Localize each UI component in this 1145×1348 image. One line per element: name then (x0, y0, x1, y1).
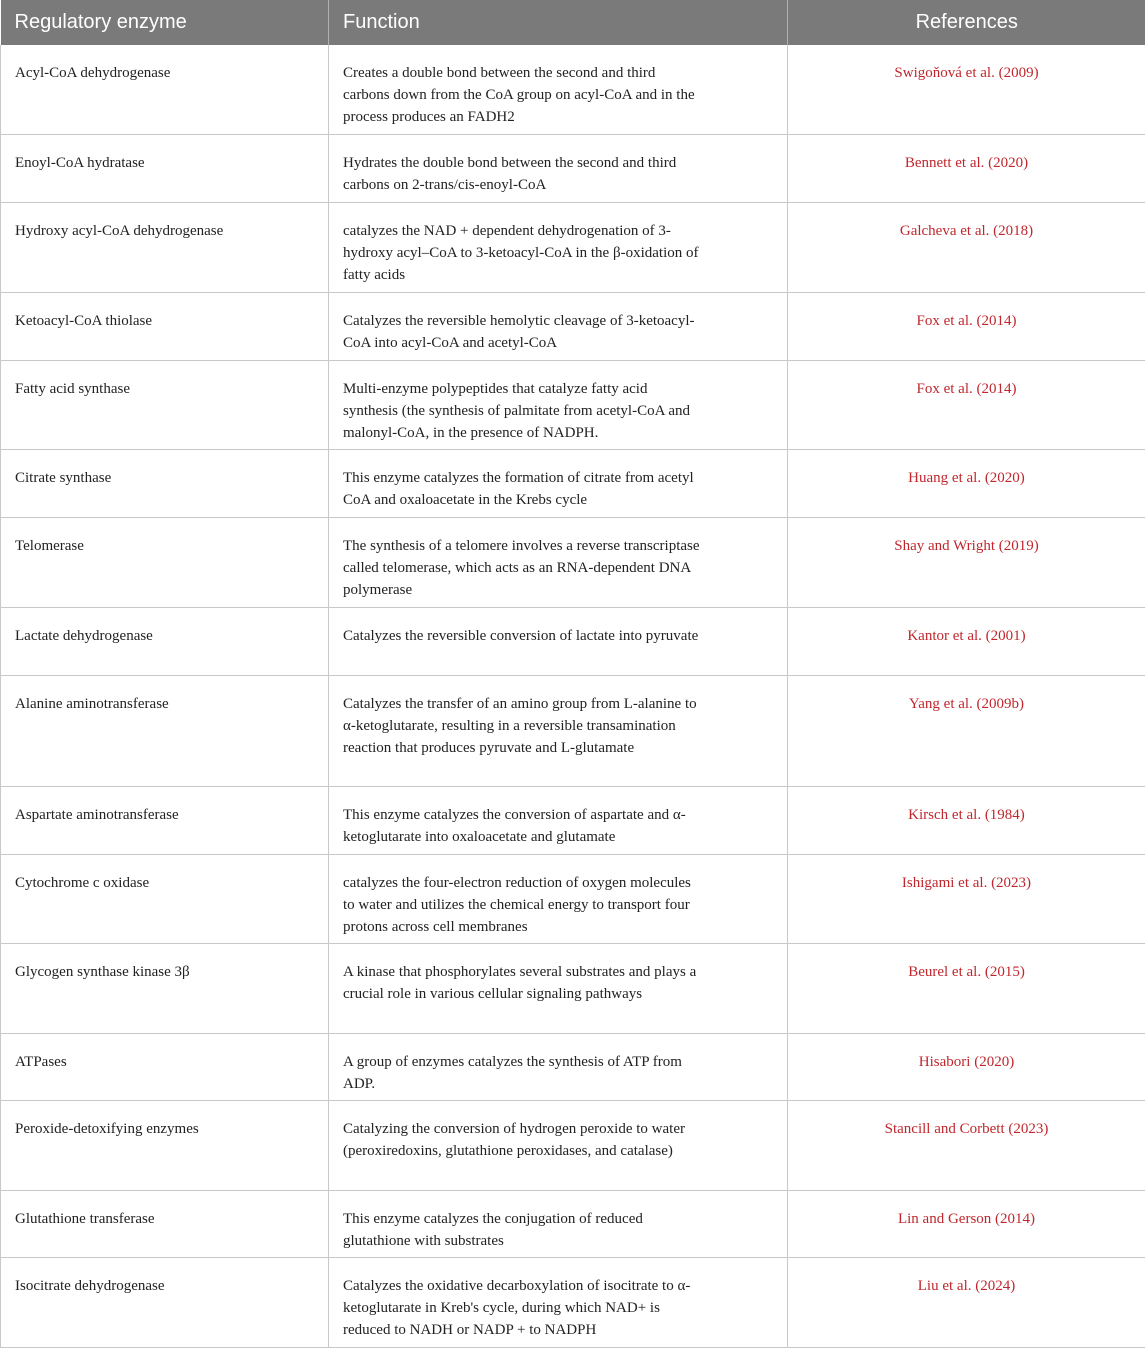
table-row (1, 854, 1145, 943)
function-cell (329, 292, 788, 360)
table-row (1, 1257, 1145, 1347)
table-header (1, 0, 1145, 45)
function-text: Catalyzing the conversion of hydrogen peroxide to water (peroxiredoxins, glutathione peroxidases, and catalase) (343, 1118, 703, 1162)
reference-link[interactable]: Kirsch et al. (1984) (788, 786, 1145, 854)
reference-link[interactable]: Lin and Gerson (2014) (788, 1190, 1145, 1257)
table-row (1, 360, 1145, 449)
enzyme-cell: Cytochrome c oxidase (1, 854, 329, 943)
function-text: Catalyzes the reversible hemolytic cleavage of 3-ketoacyl-CoA into acyl-CoA and acetyl-CoA (343, 310, 703, 354)
reference-link[interactable]: Swigoňová et al. (2009) (788, 45, 1145, 134)
function-cell (329, 360, 788, 449)
table-row (1, 1033, 1145, 1100)
reference-link[interactable]: Galcheva et al. (2018) (788, 202, 1145, 292)
enzyme-cell: Acyl-CoA dehydrogenase (1, 45, 329, 134)
function-text: Catalyzes the oxidative decarboxylation of isocitrate to α-ketoglutarate in Kreb's cycle, during which NAD+ is reduced to NADH or NADP + to NADPH (343, 1275, 703, 1341)
enzyme-cell: Ketoacyl-CoA thiolase (1, 292, 329, 360)
function-cell (329, 134, 788, 202)
reference-link[interactable]: Yang et al. (2009b) (788, 675, 1145, 786)
function-text: Catalyzes the transfer of an amino group from L-alanine to α-ketoglutarate, resulting in a reversible transamination reaction that produces pyruvate and L-glutamate (343, 693, 703, 759)
table-row (1, 1190, 1145, 1257)
enzyme-cell: Peroxide-detoxifying enzymes (1, 1100, 329, 1190)
reference-link[interactable]: Shay and Wright (2019) (788, 517, 1145, 607)
function-cell (329, 943, 788, 1033)
enzyme-cell: Isocitrate dehydrogenase (1, 1257, 329, 1347)
reference-link[interactable]: Fox et al. (2014) (788, 292, 1145, 360)
enzyme-cell: Alanine aminotransferase (1, 675, 329, 786)
enzyme-cell: Glycogen synthase kinase 3β (1, 943, 329, 1033)
table-body (1, 45, 1145, 1347)
reference-link[interactable]: Huang et al. (2020) (788, 449, 1145, 517)
function-text: A kinase that phosphorylates several substrates and plays a crucial role in various cellular signaling pathways (343, 961, 703, 1005)
enzyme-cell: Lactate dehydrogenase (1, 607, 329, 675)
function-cell (329, 854, 788, 943)
table-row (1, 45, 1145, 134)
function-cell (329, 786, 788, 854)
function-cell (329, 45, 788, 134)
enzyme-cell: ATPases (1, 1033, 329, 1100)
function-text: This enzyme catalyzes the conjugation of reduced glutathione with substrates (343, 1208, 703, 1252)
table-row (1, 517, 1145, 607)
table-row (1, 292, 1145, 360)
table-row (1, 449, 1145, 517)
function-cell (329, 1100, 788, 1190)
table-row (1, 134, 1145, 202)
function-text: The synthesis of a telomere involves a reverse transcriptase called telomerase, which acts as an RNA-dependent DNA polymerase (343, 535, 703, 601)
function-text: This enzyme catalyzes the conversion of aspartate and α-ketoglutarate into oxaloacetate and glutamate (343, 804, 703, 848)
header-function: Function (329, 0, 788, 45)
enzyme-cell: Fatty acid synthase (1, 360, 329, 449)
function-text: Multi-enzyme polypeptides that catalyze fatty acid synthesis (the synthesis of palmitate from acetyl-CoA and malonyl-CoA, in the presence of NADPH. (343, 378, 703, 444)
reference-link[interactable]: Beurel et al. (2015) (788, 943, 1145, 1033)
reference-link[interactable]: Fox et al. (2014) (788, 360, 1145, 449)
reference-link[interactable]: Liu et al. (2024) (788, 1257, 1145, 1347)
reference-link[interactable]: Bennett et al. (2020) (788, 134, 1145, 202)
function-cell (329, 607, 788, 675)
function-text: Hydrates the double bond between the second and third carbons on 2-trans/cis-enoyl-CoA (343, 152, 703, 196)
table-row (1, 202, 1145, 292)
function-cell (329, 1033, 788, 1100)
function-text: This enzyme catalyzes the formation of citrate from acetyl CoA and oxaloacetate in the Krebs cycle (343, 467, 703, 511)
function-cell (329, 449, 788, 517)
function-cell (329, 202, 788, 292)
table-row (1, 1100, 1145, 1190)
function-text: catalyzes the NAD + dependent dehydrogenation of 3-hydroxy acyl–CoA to 3-ketoacyl-CoA in the β-oxidation of fatty acids (343, 220, 703, 286)
reference-link[interactable]: Stancill and Corbett (2023) (788, 1100, 1145, 1190)
reference-link[interactable]: Kantor et al. (2001) (788, 607, 1145, 675)
table-row (1, 675, 1145, 786)
enzyme-cell: Enoyl-CoA hydratase (1, 134, 329, 202)
function-text: Creates a double bond between the second and third carbons down from the CoA group on acyl-CoA and in the process produces an FADH2 (343, 62, 703, 128)
function-cell (329, 1190, 788, 1257)
header-regulatory-enzyme: Regulatory enzyme (1, 0, 329, 45)
reference-link[interactable]: Ishigami et al. (2023) (788, 854, 1145, 943)
function-text: catalyzes the four-electron reduction of oxygen molecules to water and utilizes the chemical energy to transport four protons across cell membranes (343, 872, 703, 938)
header-row (1, 0, 1145, 45)
function-cell (329, 1257, 788, 1347)
reference-link[interactable]: Hisabori (2020) (788, 1033, 1145, 1100)
table-row (1, 786, 1145, 854)
enzyme-cell: Hydroxy acyl-CoA dehydrogenase (1, 202, 329, 292)
enzyme-cell: Glutathione transferase (1, 1190, 329, 1257)
header-references: References (788, 0, 1145, 45)
function-text: A group of enzymes catalyzes the synthesis of ATP from ADP. (343, 1051, 703, 1095)
enzyme-cell: Aspartate aminotransferase (1, 786, 329, 854)
table-row (1, 607, 1145, 675)
table-row (1, 943, 1145, 1033)
function-cell (329, 517, 788, 607)
enzyme-cell: Telomerase (1, 517, 329, 607)
function-text: Catalyzes the reversible conversion of lactate into pyruvate (343, 625, 703, 647)
function-cell (329, 675, 788, 786)
enzyme-cell: Citrate synthase (1, 449, 329, 517)
